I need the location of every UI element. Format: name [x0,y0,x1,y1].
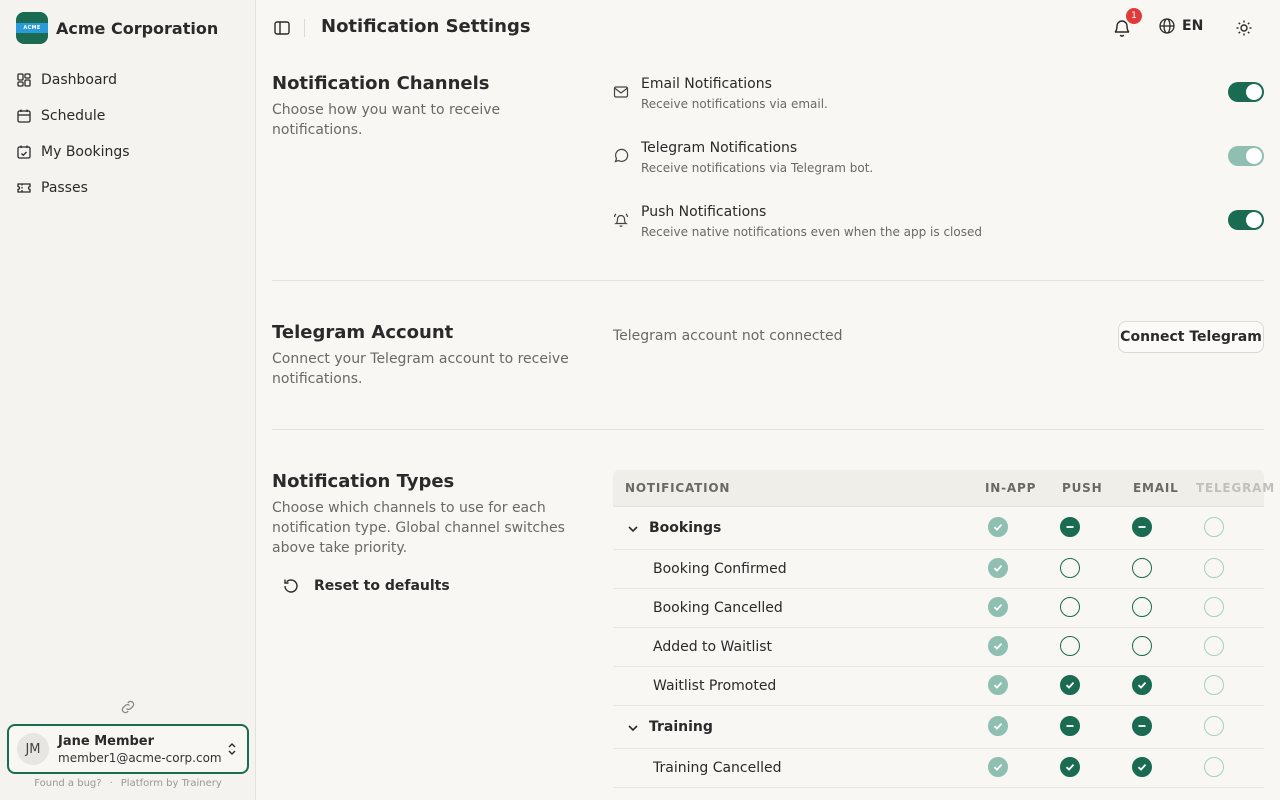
platform-link[interactable]: Platform by Trainery [120,778,222,789]
push-checkbox[interactable] [1060,636,1080,656]
channels-section-title: Notification Channels [272,73,490,94]
push-checkbox[interactable] [1060,757,1080,777]
column-header-notification: NOTIFICATION [625,481,731,495]
header-divider [304,19,305,37]
sidebar-nav [8,62,248,206]
email-checkbox[interactable] [1132,558,1152,578]
chevrons-up-down-icon [225,742,239,756]
sidebar-item-dashboard[interactable] [8,62,248,98]
channel-description: Receive native notifications even when the app is closed [641,225,982,239]
telegram-section-description: Connect your Telegram account to receive notifications. [272,351,569,387]
sidebar-toggle-icon[interactable] [272,18,292,38]
email-checkbox[interactable] [1132,675,1152,695]
notification-label: Added to Waitlist [653,638,773,655]
channel-description: Receive notifications via email. [641,97,828,111]
telegram-notifications-toggle[interactable] [1228,146,1264,166]
notification-label: Waitlist Promoted [653,677,777,694]
inapp-checkbox [988,558,1008,578]
telegram-checkbox[interactable] [1204,716,1224,736]
email-checkbox[interactable] [1132,757,1152,777]
calendar-icon [16,108,32,124]
telegram-checkbox[interactable] [1204,636,1224,656]
column-header-in-app: IN-APP [985,481,1037,495]
column-header-telegram: TELEGRAM [1196,481,1275,495]
channel-telegram [613,140,1264,180]
channel-push [613,204,1264,244]
chevron-down-icon[interactable] [626,721,640,735]
avatar: JM [17,733,49,765]
rotate-ccw-icon [282,577,300,595]
table-row [613,550,1264,589]
sidebar-item-passes[interactable] [8,170,248,206]
inapp-checkbox [988,757,1008,777]
inapp-checkbox [988,636,1008,656]
email-notifications-toggle[interactable] [1228,82,1264,102]
section-divider [272,429,1264,430]
push-checkbox[interactable] [1060,558,1080,578]
email-checkbox[interactable] [1132,597,1152,617]
push-notifications-toggle[interactable] [1228,210,1264,230]
channel-title: Telegram Notifications [641,140,798,156]
telegram-checkbox[interactable] [1204,597,1224,617]
group-label: Training [649,718,713,735]
telegram-checkbox[interactable] [1204,757,1224,777]
sidebar-item-label: Schedule [41,108,106,124]
table-group-row [613,507,1264,550]
notification-types-table [613,470,1275,800]
sidebar-item-label: Dashboard [41,72,117,88]
sidebar-item-schedule[interactable] [8,98,248,134]
email-checkbox[interactable] [1132,517,1152,537]
channels-section-description: Choose how you want to receive notifications. [272,102,501,138]
channel-description: Receive notifications via Telegram bot. [641,161,874,175]
acme-logo-text: ACME [16,23,48,33]
table-row [613,667,1264,706]
email-checkbox[interactable] [1132,636,1152,656]
inapp-checkbox [988,716,1008,736]
dashboard-icon [16,72,32,88]
mail-icon [613,84,629,100]
push-checkbox[interactable] [1060,675,1080,695]
table-row [613,589,1264,628]
reset-to-defaults-button[interactable] [276,570,456,602]
group-label: Bookings [649,519,722,536]
connect-telegram-button[interactable]: Connect Telegram [1118,321,1264,353]
bell-ring-icon [613,212,629,228]
message-circle-icon [613,148,629,164]
telegram-status: Telegram account not connected [613,328,843,344]
globe-icon [1158,17,1176,35]
bug-report-link[interactable]: Found a bug? [34,778,102,789]
email-checkbox[interactable] [1132,716,1152,736]
link-icon[interactable] [119,698,137,716]
push-checkbox[interactable] [1060,517,1080,537]
sidebar-footer [0,778,256,789]
types-section-description: Choose which channels to use for each notification type. Global channel switches above take priority. [272,500,565,556]
section-divider [272,280,1264,281]
column-header-email: EMAIL [1133,481,1179,495]
user-info [58,734,225,765]
sidebar-item-label: My Bookings [41,144,130,160]
footer-separator: · [109,778,113,789]
language-switcher[interactable] [1158,17,1203,35]
chevron-down-icon[interactable] [626,522,640,536]
telegram-section-title: Telegram Account [272,322,454,343]
channel-title: Push Notifications [641,204,767,220]
channel-title: Email Notifications [641,76,772,92]
notification-label: Training Cancelled [653,759,782,776]
reset-label: Reset to defaults [314,578,450,594]
page-title: Notification Settings [321,16,531,37]
channel-email [613,76,1264,116]
table-row [613,628,1264,667]
table-header [613,470,1275,507]
calendar-check-icon [16,144,32,160]
telegram-checkbox[interactable] [1204,517,1224,537]
sidebar-item-my-bookings[interactable] [8,134,248,170]
notification-label: Booking Cancelled [653,599,783,616]
sun-icon[interactable] [1234,18,1254,38]
sidebar-item-label: Passes [41,180,88,196]
header [256,0,1280,56]
acme-logo [16,12,48,44]
user-menu[interactable] [7,724,249,774]
notification-label: Booking Confirmed [653,560,787,577]
user-name: Jane Member [58,733,155,749]
user-email: member1@acme-corp.com [58,750,222,765]
column-header-push: PUSH [1062,481,1103,495]
ticket-icon [16,180,32,196]
notification-count-badge: 1 [1126,8,1142,24]
table-row [613,749,1264,788]
push-checkbox[interactable] [1060,716,1080,736]
inapp-checkbox [988,597,1008,617]
push-checkbox[interactable] [1060,597,1080,617]
language-label: EN [1182,18,1204,34]
inapp-checkbox [988,675,1008,695]
brand[interactable] [16,12,218,44]
brand-name: Acme Corporation [56,18,219,38]
sidebar [0,0,256,800]
telegram-checkbox[interactable] [1204,558,1224,578]
telegram-checkbox[interactable] [1204,675,1224,695]
types-section-title: Notification Types [272,471,455,492]
inapp-checkbox [988,517,1008,537]
table-group-row [613,706,1264,749]
